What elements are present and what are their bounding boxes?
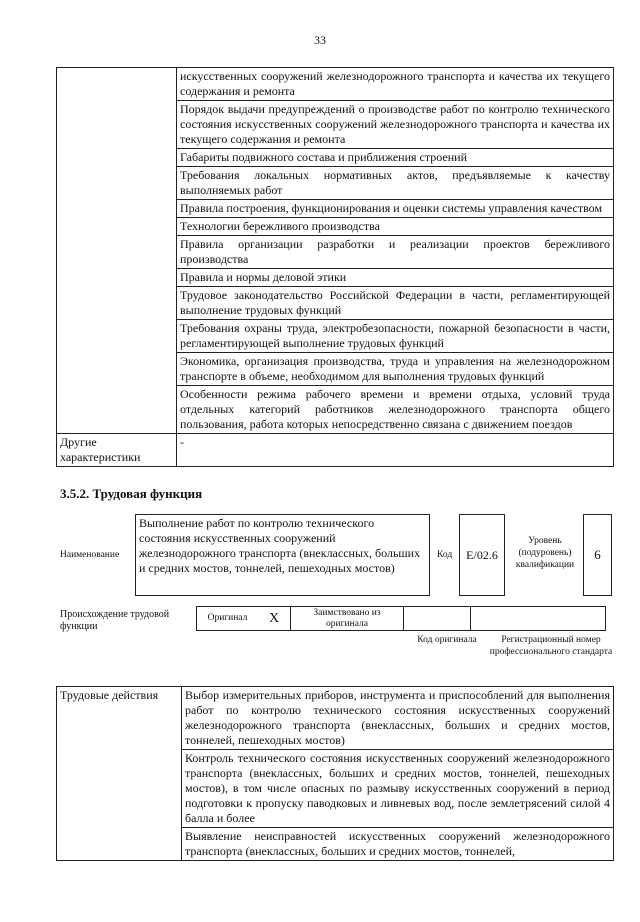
row-value: Требования локальных нормативных актов, предъявляемые к качеству выполняемых работ (177, 167, 614, 200)
name-label: Наименование (60, 550, 120, 560)
labor-actions-table (56, 686, 614, 861)
function-name-box: Выполнение работ по контролю технического состояния искусственных сооружений железнодорожного транспорта (внеклассных, больших и средних мостов, тоннелей, пешеходных мостов) (135, 514, 430, 596)
origin-label: Происхождение трудовой функции (60, 609, 170, 632)
row-label (57, 68, 177, 434)
row-value: Трудовое законодательство Российской Федерации в части, регламентирующей выполнение трудовых функций (177, 287, 614, 320)
reg-number-cell (471, 607, 606, 631)
origin-table (196, 606, 606, 631)
code-label: Код (437, 550, 453, 560)
code-value-box: E/02.6 (459, 514, 505, 596)
original-mark: X (258, 607, 291, 631)
code-of-original-label: Код оригинала (417, 635, 477, 645)
page-number: 33 (314, 33, 326, 47)
level-label: Уровень (подуровень) квалификации (515, 536, 575, 570)
row-value: Особенности режима рабочего времени и времени отдыха, условий труда отдельных категорий работников железнодорожного транспорта общего пользования, работа которых непосредственно связана с движением поездов (177, 386, 614, 434)
row-value: Порядок выдачи предупреждений о производстве работ по контролю технического состояния искусственных сооружений железнодорожного транспорта и качества их текущего содержания и ремонта (177, 101, 614, 149)
row-value: Технологии бережливого производства (177, 218, 614, 236)
row-value: Правила построения, функционирования и оценки системы управления качеством (177, 200, 614, 218)
original-label: Оригинал (197, 607, 259, 631)
section-title: 3.5.2. Трудовая функция (60, 486, 203, 501)
table-row (57, 687, 614, 750)
row-value: Правила организации разработки и реализации проектов бережливого производства (177, 236, 614, 269)
knowledge-table (56, 67, 614, 467)
row-value: Габариты подвижного состава и приближения строений (177, 149, 614, 167)
table-row (57, 68, 614, 101)
reg-number-label: Регистрационный номер профессионального стандарта (489, 635, 613, 657)
labor-action-item: Выявление неисправностей искусственных сооружений железнодорожного транспорта (внеклассных, больших и средних мостов, тоннелей, (182, 828, 614, 861)
original-code-cell (404, 607, 471, 631)
row-value: Правила и нормы деловой этики (177, 269, 614, 287)
level-value-box: 6 (583, 514, 612, 596)
row-value: искусственных сооружений железнодорожного транспорта и качества их текущего содержания и ремонта (177, 68, 614, 101)
row-label: Другие характеристики (57, 434, 177, 467)
row-value: - (177, 434, 614, 467)
borrowed-label: Заимствовано из оригинала (291, 607, 404, 631)
labor-action-item: Выбор измерительных приборов, инструмента и приспособлений для выполнения работ по контролю технического состояния искусственных сооружений железнодорожного транспорта (внеклассных, больших и средних мостов, тоннелей, пешеходных мостов) (182, 687, 614, 750)
labor-action-item: Контроль технического состояния искусственных сооружений железнодорожного транспорта (внеклассных, больших и средних мостов, тоннелей, пешеходных мостов), в том числе опасных по размыву искусственных сооружений в период подготовки к пропуску паводковых и ливневых вод, после землетрясений силой 4 балла и более (182, 750, 614, 828)
row-value: Экономика, организация производства, труда и управления на железнодорожном транспорте в объеме, необходимом для выполнения трудовых функций (177, 353, 614, 386)
table-row (57, 434, 614, 467)
labor-actions-label: Трудовые действия (57, 687, 182, 861)
row-value: Требования охраны труда, электробезопасности, пожарной безопасности в части, регламентирующей выполнение трудовых функций (177, 320, 614, 353)
